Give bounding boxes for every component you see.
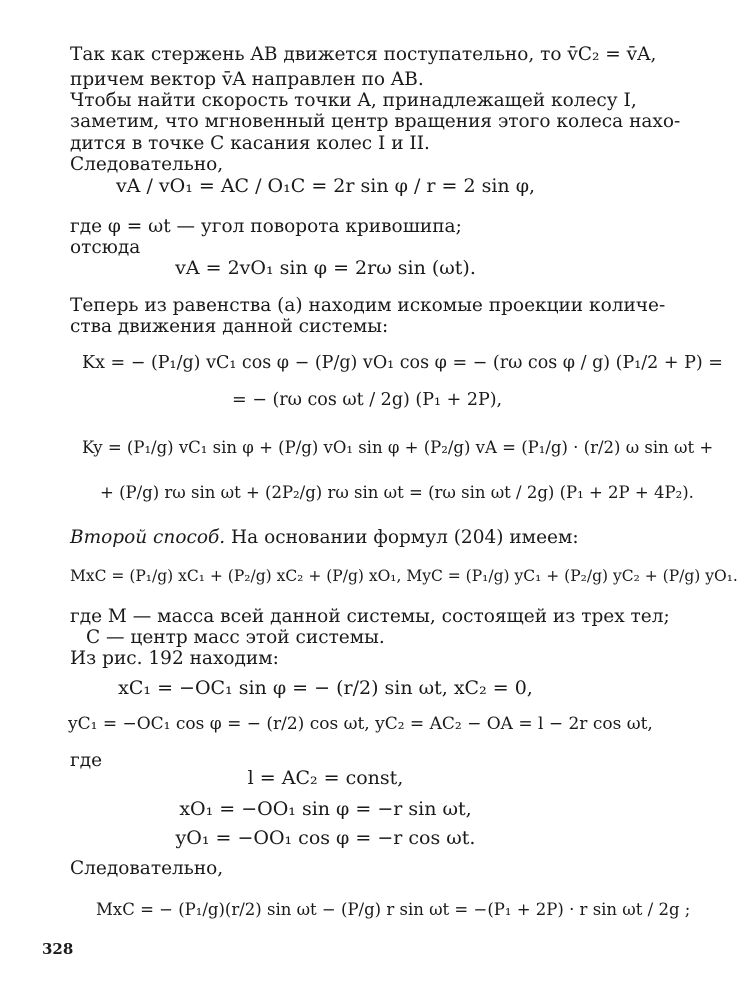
text-line: дится в точке C касания колес I и II. <box>70 133 430 154</box>
text-line: Чтобы найти скорость точки A, принадлежащей колесу I, <box>70 90 637 111</box>
text-line: отсюда <box>70 237 141 258</box>
equation: l = AC₂ = const, <box>247 767 404 789</box>
text-line: Из рис. 192 находим: <box>70 648 279 669</box>
equation: MxC = − (P₁/g)(r/2) sin ωt − (P/g) r sin ωt = −(P₁ + 2P) · r sin ωt / 2g ; <box>96 900 691 919</box>
equation: yO₁ = −OO₁ cos φ = −r cos ωt. <box>175 827 476 849</box>
text-line: Следовательно, <box>70 858 224 879</box>
text-line: где M — масса всей данной системы, состоящей из трех тел; <box>70 606 670 627</box>
text-line: причем вектор v̄A направлен по AB. <box>70 69 424 90</box>
emphasis-text: Второй способ. <box>70 527 226 548</box>
text-line: ства движения данной системы: <box>70 316 389 337</box>
text-line: где φ = ωt — угол поворота кривошипа; <box>70 216 462 237</box>
equation: Kx = − (P₁/g) vC₁ cos φ − (P/g) vO₁ cos φ = − (rω cos φ / g) (P₁/2 + P) = <box>82 353 723 373</box>
equation: yC₁ = −OC₁ cos φ = − (r/2) cos ωt, yC₂ = AC₂ − OA = l − 2r cos ωt, <box>68 714 653 734</box>
text-line: заметим, что мгновенный центр вращения этого колеса нахо- <box>70 111 681 132</box>
equation: MxC = (P₁/g) xC₁ + (P₂/g) xC₂ + (P/g) xO₁, MyC = (P₁/g) yC₁ + (P₂/g) yC₂ + (P/g) yO₁. <box>70 567 738 585</box>
text-line: C — центр масс этой системы. <box>86 627 385 648</box>
equation: vA / vO₁ = AC / O₁C = 2r sin φ / r = 2 sin φ, <box>115 175 536 197</box>
equation: vA = 2vO₁ sin φ = 2rω sin (ωt). <box>175 257 476 279</box>
text-line: Теперь из равенства (а) находим искомые проекции количе- <box>70 295 666 316</box>
equation: Ky = (P₁/g) vC₁ sin φ + (P/g) vO₁ sin φ + (P₂/g) vA = (P₁/g) · (r/2) ω sin ωt + <box>82 438 714 457</box>
equation: = − (rω cos ωt / 2g) (P₁ + 2P), <box>232 390 503 410</box>
equation: + (P/g) rω sin ωt + (2P₂/g) rω sin ωt = (rω sin ωt / 2g) (P₁ + 2P + 4P₂). <box>100 483 694 502</box>
text-line: Следовательно, <box>70 154 224 175</box>
text-line <box>70 527 579 549</box>
text-line: Так как стержень AB движется поступательно, то v̄C₂ = v̄A, <box>70 44 657 65</box>
equation: xC₁ = −OC₁ sin φ = − (r/2) sin ωt, xC₂ = 0, <box>118 677 533 699</box>
page-number: 328 <box>42 940 74 958</box>
text-line: где <box>70 750 103 771</box>
equation: xO₁ = −OO₁ sin φ = −r sin ωt, <box>179 798 472 820</box>
text-span: На основании формул (204) имеем: <box>225 527 579 548</box>
